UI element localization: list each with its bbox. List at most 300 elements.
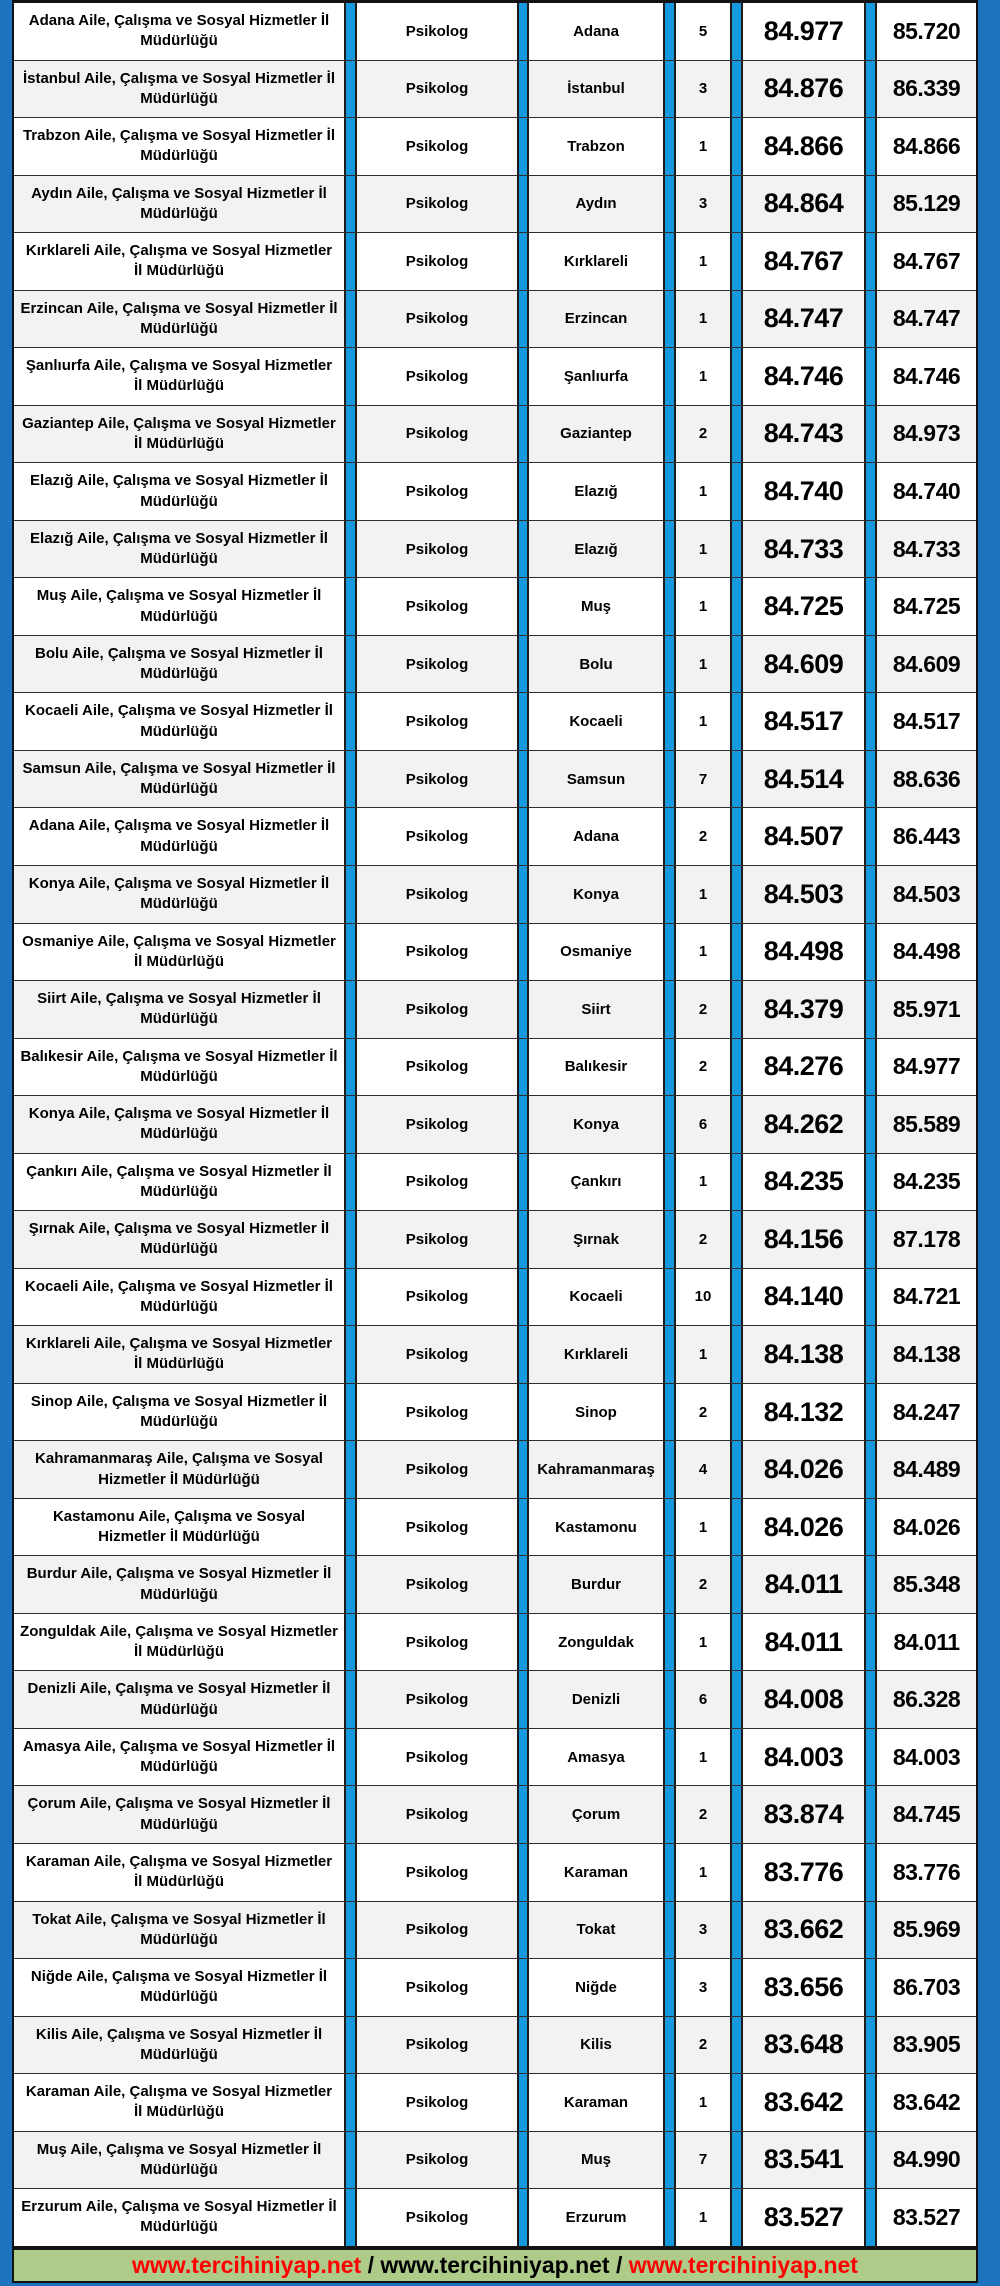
column-separator (517, 866, 529, 923)
column-separator (344, 1039, 357, 1096)
table-row (14, 2073, 976, 2131)
position-cell: Psikolog (357, 808, 517, 865)
score-min-cell: 84.507 (743, 808, 864, 865)
column-separator (517, 1211, 529, 1268)
city-cell: Amasya (529, 1729, 663, 1786)
score-min-cell: 84.503 (743, 866, 864, 923)
column-separator (344, 521, 357, 578)
score-min-cell: 84.514 (743, 751, 864, 808)
column-separator (730, 233, 743, 290)
column-separator (864, 1556, 877, 1613)
column-separator (663, 866, 676, 923)
column-separator (344, 1384, 357, 1441)
position-cell: Psikolog (357, 463, 517, 520)
count-cell: 5 (676, 3, 730, 60)
institution-cell: Kocaeli Aile, Çalışma ve Sosyal Hizmetler İl Müdürlüğü (14, 1269, 344, 1326)
score-max-cell: 83.527 (877, 2189, 976, 2246)
score-min-cell: 84.026 (743, 1499, 864, 1556)
column-separator (344, 1671, 357, 1728)
column-separator (663, 751, 676, 808)
city-cell: Çankırı (529, 1154, 663, 1211)
institution-cell: Kırklareli Aile, Çalışma ve Sosyal Hizmetler İl Müdürlüğü (14, 233, 344, 290)
score-max-cell: 84.026 (877, 1499, 976, 1556)
count-cell: 1 (676, 2189, 730, 2246)
position-cell: Psikolog (357, 1039, 517, 1096)
city-cell: İstanbul (529, 61, 663, 118)
city-cell: Konya (529, 1096, 663, 1153)
institution-cell: Bolu Aile, Çalışma ve Sosyal Hizmetler İl Müdürlüğü (14, 636, 344, 693)
score-min-cell: 84.262 (743, 1096, 864, 1153)
column-separator (663, 348, 676, 405)
column-separator (663, 1556, 676, 1613)
column-separator (864, 636, 877, 693)
institution-cell: Konya Aile, Çalışma ve Sosyal Hizmetler İl Müdürlüğü (14, 1096, 344, 1153)
column-separator (663, 291, 676, 348)
score-max-cell: 84.733 (877, 521, 976, 578)
column-separator (344, 61, 357, 118)
count-cell: 7 (676, 751, 730, 808)
city-cell: Bolu (529, 636, 663, 693)
column-separator (517, 61, 529, 118)
score-max-cell: 84.747 (877, 291, 976, 348)
column-separator (517, 924, 529, 981)
count-cell: 1 (676, 1614, 730, 1671)
score-max-cell: 84.247 (877, 1384, 976, 1441)
column-separator (730, 1959, 743, 2016)
city-cell: Karaman (529, 1844, 663, 1901)
count-cell: 6 (676, 1671, 730, 1728)
institution-cell: Aydın Aile, Çalışma ve Sosyal Hizmetler İl Müdürlüğü (14, 176, 344, 233)
institution-cell: Kastamonu Aile, Çalışma ve Sosyal Hizmetler İl Müdürlüğü (14, 1499, 344, 1556)
position-cell: Psikolog (357, 1384, 517, 1441)
column-separator (730, 1499, 743, 1556)
city-cell: Erzincan (529, 291, 663, 348)
position-cell: Psikolog (357, 2017, 517, 2074)
column-separator (344, 118, 357, 175)
count-cell: 2 (676, 2017, 730, 2074)
column-separator (344, 1614, 357, 1671)
city-cell: Osmaniye (529, 924, 663, 981)
table-row (14, 1498, 976, 1556)
column-separator (517, 636, 529, 693)
position-cell: Psikolog (357, 866, 517, 923)
count-cell: 3 (676, 1959, 730, 2016)
position-cell: Psikolog (357, 2132, 517, 2189)
column-separator (517, 1902, 529, 1959)
score-max-cell: 85.129 (877, 176, 976, 233)
table-row (14, 60, 976, 118)
column-separator (864, 2017, 877, 2074)
column-separator (730, 2074, 743, 2131)
column-separator (864, 118, 877, 175)
column-separator (730, 1384, 743, 1441)
table-row (14, 1268, 976, 1326)
column-separator (663, 2132, 676, 2189)
score-min-cell: 83.648 (743, 2017, 864, 2074)
score-min-cell: 83.776 (743, 1844, 864, 1901)
table-row (14, 1958, 976, 2016)
count-cell: 2 (676, 981, 730, 1038)
city-cell: Adana (529, 808, 663, 865)
position-cell: Psikolog (357, 1154, 517, 1211)
column-separator (730, 463, 743, 520)
column-separator (663, 521, 676, 578)
count-cell: 2 (676, 1556, 730, 1613)
column-separator (730, 1614, 743, 1671)
institution-cell: Konya Aile, Çalışma ve Sosyal Hizmetler İl Müdürlüğü (14, 866, 344, 923)
count-cell: 2 (676, 1384, 730, 1441)
column-separator (344, 2189, 357, 2246)
column-separator (730, 1556, 743, 1613)
count-cell: 1 (676, 636, 730, 693)
column-separator (517, 1729, 529, 1786)
column-separator (344, 291, 357, 348)
institution-cell: Elazığ Aile, Çalışma ve Sosyal Hizmetler İl Müdürlüğü (14, 463, 344, 520)
table-row (14, 462, 976, 520)
column-separator (344, 636, 357, 693)
column-separator (344, 578, 357, 635)
column-separator (864, 1902, 877, 1959)
score-max-cell: 83.776 (877, 1844, 976, 1901)
institution-cell: Kahramanmaraş Aile, Çalışma ve Sosyal Hizmetler İl Müdürlüğü (14, 1441, 344, 1498)
footer-bar (12, 2248, 978, 2283)
column-separator (344, 2017, 357, 2074)
city-cell: Kocaeli (529, 693, 663, 750)
column-separator (517, 2189, 529, 2246)
institution-cell: Erzurum Aile, Çalışma ve Sosyal Hizmetler İl Müdürlüğü (14, 2189, 344, 2246)
column-separator (730, 1154, 743, 1211)
institution-cell: Balıkesir Aile, Çalışma ve Sosyal Hizmetler İl Müdürlüğü (14, 1039, 344, 1096)
table-row (14, 635, 976, 693)
column-separator (730, 2017, 743, 2074)
column-separator (663, 1039, 676, 1096)
column-separator (663, 1902, 676, 1959)
column-separator (864, 981, 877, 1038)
city-cell: Kırklareli (529, 233, 663, 290)
city-cell: Aydın (529, 176, 663, 233)
count-cell: 1 (676, 291, 730, 348)
score-max-cell: 84.866 (877, 118, 976, 175)
institution-cell: Kırklareli Aile, Çalışma ve Sosyal Hizmetler İl Müdürlüğü (14, 1326, 344, 1383)
city-cell: Şırnak (529, 1211, 663, 1268)
column-separator (663, 1326, 676, 1383)
column-separator (663, 578, 676, 635)
count-cell: 2 (676, 1211, 730, 1268)
table-row (14, 1785, 976, 1843)
column-separator (517, 1499, 529, 1556)
table-row (14, 1095, 976, 1153)
score-max-cell: 84.745 (877, 1786, 976, 1843)
count-cell: 1 (676, 1729, 730, 1786)
column-separator (663, 693, 676, 750)
column-separator (730, 118, 743, 175)
column-separator (663, 1729, 676, 1786)
column-separator (663, 636, 676, 693)
column-separator (864, 2074, 877, 2131)
score-max-cell: 85.720 (877, 3, 976, 60)
score-max-cell: 84.517 (877, 693, 976, 750)
score-max-cell: 86.703 (877, 1959, 976, 2016)
position-cell: Psikolog (357, 578, 517, 635)
position-cell: Psikolog (357, 981, 517, 1038)
column-separator (663, 1211, 676, 1268)
column-separator (864, 1671, 877, 1728)
score-max-cell: 84.609 (877, 636, 976, 693)
score-max-cell: 86.339 (877, 61, 976, 118)
footer-separator: / (361, 2252, 381, 2278)
institution-cell: Burdur Aile, Çalışma ve Sosyal Hizmetler İl Müdürlüğü (14, 1556, 344, 1613)
column-separator (344, 3, 357, 60)
score-min-cell: 84.740 (743, 463, 864, 520)
score-min-cell: 84.140 (743, 1269, 864, 1326)
table-row (14, 865, 976, 923)
score-min-cell: 84.011 (743, 1556, 864, 1613)
column-separator (730, 2189, 743, 2246)
table-row (14, 750, 976, 808)
column-separator (344, 233, 357, 290)
column-separator (864, 233, 877, 290)
score-max-cell: 86.328 (877, 1671, 976, 1728)
column-separator (864, 866, 877, 923)
column-separator (864, 1326, 877, 1383)
column-separator (663, 1441, 676, 1498)
table-row (14, 1843, 976, 1901)
position-cell: Psikolog (357, 636, 517, 693)
institution-cell: Trabzon Aile, Çalışma ve Sosyal Hizmetler İl Müdürlüğü (14, 118, 344, 175)
column-separator (730, 578, 743, 635)
institution-cell: Zonguldak Aile, Çalışma ve Sosyal Hizmetler İl Müdürlüğü (14, 1614, 344, 1671)
column-separator (864, 406, 877, 463)
position-cell: Psikolog (357, 233, 517, 290)
column-separator (517, 118, 529, 175)
count-cell: 2 (676, 1786, 730, 1843)
score-min-cell: 84.026 (743, 1441, 864, 1498)
count-cell: 1 (676, 463, 730, 520)
column-separator (344, 1441, 357, 1498)
column-separator (517, 521, 529, 578)
table-row (14, 1440, 976, 1498)
count-cell: 4 (676, 1441, 730, 1498)
column-separator (663, 808, 676, 865)
score-max-cell: 84.489 (877, 1441, 976, 1498)
column-separator (517, 1269, 529, 1326)
city-cell: Zonguldak (529, 1614, 663, 1671)
column-separator (517, 1844, 529, 1901)
institution-cell: Gaziantep Aile, Çalışma ve Sosyal Hizmetler İl Müdürlüğü (14, 406, 344, 463)
position-cell: Psikolog (357, 1269, 517, 1326)
column-separator (730, 808, 743, 865)
score-min-cell: 84.767 (743, 233, 864, 290)
column-separator (344, 1154, 357, 1211)
score-min-cell: 84.498 (743, 924, 864, 981)
column-separator (864, 348, 877, 405)
column-separator (730, 1671, 743, 1728)
column-separator (344, 1211, 357, 1268)
column-separator (730, 3, 743, 60)
column-separator (663, 2074, 676, 2131)
column-separator (344, 693, 357, 750)
city-cell: Adana (529, 3, 663, 60)
institution-cell: Siirt Aile, Çalışma ve Sosyal Hizmetler İl Müdürlüğü (14, 981, 344, 1038)
column-separator (864, 1269, 877, 1326)
column-separator (730, 2132, 743, 2189)
city-cell: Çorum (529, 1786, 663, 1843)
column-separator (517, 1959, 529, 2016)
column-separator (517, 463, 529, 520)
count-cell: 3 (676, 1902, 730, 1959)
column-separator (864, 1211, 877, 1268)
position-cell: Psikolog (357, 1096, 517, 1153)
institution-cell: Denizli Aile, Çalışma ve Sosyal Hizmetler İl Müdürlüğü (14, 1671, 344, 1728)
column-separator (517, 1556, 529, 1613)
score-max-cell: 84.990 (877, 2132, 976, 2189)
score-max-cell: 85.348 (877, 1556, 976, 1613)
column-separator (864, 176, 877, 233)
count-cell: 2 (676, 406, 730, 463)
score-max-cell: 84.767 (877, 233, 976, 290)
column-separator (663, 1614, 676, 1671)
institution-cell: Kilis Aile, Çalışma ve Sosyal Hizmetler İl Müdürlüğü (14, 2017, 344, 2074)
count-cell: 1 (676, 118, 730, 175)
column-separator (517, 751, 529, 808)
column-separator (517, 1614, 529, 1671)
column-separator (864, 1729, 877, 1786)
count-cell: 3 (676, 176, 730, 233)
column-separator (344, 808, 357, 865)
institution-cell: Adana Aile, Çalışma ve Sosyal Hizmetler İl Müdürlüğü (14, 3, 344, 60)
city-cell: Kahramanmaraş (529, 1441, 663, 1498)
column-separator (344, 1902, 357, 1959)
count-cell: 1 (676, 1326, 730, 1383)
column-separator (730, 1211, 743, 1268)
column-separator (344, 1729, 357, 1786)
column-separator (517, 176, 529, 233)
column-separator (864, 1844, 877, 1901)
score-min-cell: 84.008 (743, 1671, 864, 1728)
count-cell: 1 (676, 693, 730, 750)
column-separator (663, 2017, 676, 2074)
column-separator (663, 1096, 676, 1153)
column-separator (344, 1326, 357, 1383)
column-separator (344, 348, 357, 405)
city-cell: Trabzon (529, 118, 663, 175)
column-separator (663, 1844, 676, 1901)
count-cell: 1 (676, 1499, 730, 1556)
count-cell: 1 (676, 521, 730, 578)
column-separator (344, 1786, 357, 1843)
city-cell: Siirt (529, 981, 663, 1038)
column-separator (730, 1902, 743, 1959)
institution-cell: Osmaniye Aile, Çalışma ve Sosyal Hizmetler İl Müdürlüğü (14, 924, 344, 981)
column-separator (730, 924, 743, 981)
column-separator (663, 1499, 676, 1556)
column-separator (663, 118, 676, 175)
city-cell: Sinop (529, 1384, 663, 1441)
score-min-cell: 84.866 (743, 118, 864, 175)
column-separator (864, 3, 877, 60)
column-separator (663, 1959, 676, 2016)
score-min-cell: 84.276 (743, 1039, 864, 1096)
column-separator (663, 981, 676, 1038)
column-separator (730, 1326, 743, 1383)
position-cell: Psikolog (357, 3, 517, 60)
position-cell: Psikolog (357, 118, 517, 175)
city-cell: Kocaeli (529, 1269, 663, 1326)
position-cell: Psikolog (357, 1326, 517, 1383)
count-cell: 1 (676, 1154, 730, 1211)
score-max-cell: 84.746 (877, 348, 976, 405)
column-separator (730, 693, 743, 750)
column-separator (864, 751, 877, 808)
count-cell: 6 (676, 1096, 730, 1153)
city-cell: Kastamonu (529, 1499, 663, 1556)
score-max-cell: 86.443 (877, 808, 976, 865)
count-cell: 10 (676, 1269, 730, 1326)
score-min-cell: 84.379 (743, 981, 864, 1038)
column-separator (730, 636, 743, 693)
score-min-cell: 84.138 (743, 1326, 864, 1383)
column-separator (730, 866, 743, 923)
footer-link[interactable]: www.tercihiniyap.net (380, 2252, 610, 2278)
score-max-cell: 84.721 (877, 1269, 976, 1326)
city-cell: Kırklareli (529, 1326, 663, 1383)
city-cell: Erzurum (529, 2189, 663, 2246)
column-separator (730, 981, 743, 1038)
institution-cell: Erzincan Aile, Çalışma ve Sosyal Hizmetler İl Müdürlüğü (14, 291, 344, 348)
column-separator (730, 61, 743, 118)
institution-cell: Şanlıurfa Aile, Çalışma ve Sosyal Hizmetler İl Müdürlüğü (14, 348, 344, 405)
table-row (14, 923, 976, 981)
position-cell: Psikolog (357, 1902, 517, 1959)
institution-cell: Sinop Aile, Çalışma ve Sosyal Hizmetler İl Müdürlüğü (14, 1384, 344, 1441)
column-separator (344, 1959, 357, 2016)
institution-cell: Samsun Aile, Çalışma ve Sosyal Hizmetler İl Müdürlüğü (14, 751, 344, 808)
column-separator (344, 2132, 357, 2189)
table-row (14, 1383, 976, 1441)
position-cell: Psikolog (357, 1786, 517, 1843)
city-cell: Niğde (529, 1959, 663, 2016)
column-separator (663, 463, 676, 520)
table-row (14, 1670, 976, 1728)
institution-cell: Karaman Aile, Çalışma ve Sosyal Hizmetler İl Müdürlüğü (14, 2074, 344, 2131)
column-separator (517, 2074, 529, 2131)
column-separator (730, 1786, 743, 1843)
score-max-cell: 84.235 (877, 1154, 976, 1211)
footer-link[interactable]: www.tercihiniyap.net (628, 2252, 858, 2278)
score-min-cell: 83.541 (743, 2132, 864, 2189)
position-cell: Psikolog (357, 1671, 517, 1728)
table-row (14, 1728, 976, 1786)
column-separator (663, 1154, 676, 1211)
city-cell: Kilis (529, 2017, 663, 2074)
column-separator (663, 176, 676, 233)
column-separator (344, 463, 357, 520)
city-cell: Şanlıurfa (529, 348, 663, 405)
footer-link[interactable]: www.tercihiniyap.net (132, 2252, 362, 2278)
score-min-cell: 83.662 (743, 1902, 864, 1959)
institution-cell: Muş Aile, Çalışma ve Sosyal Hizmetler İl Müdürlüğü (14, 578, 344, 635)
count-cell: 1 (676, 233, 730, 290)
score-min-cell: 84.747 (743, 291, 864, 348)
score-min-cell: 84.132 (743, 1384, 864, 1441)
count-cell: 1 (676, 924, 730, 981)
institution-cell: Karaman Aile, Çalışma ve Sosyal Hizmetler İl Müdürlüğü (14, 1844, 344, 1901)
score-max-cell: 85.589 (877, 1096, 976, 1153)
count-cell: 1 (676, 348, 730, 405)
table-row (14, 1613, 976, 1671)
score-min-cell: 84.876 (743, 61, 864, 118)
score-min-cell: 83.656 (743, 1959, 864, 2016)
